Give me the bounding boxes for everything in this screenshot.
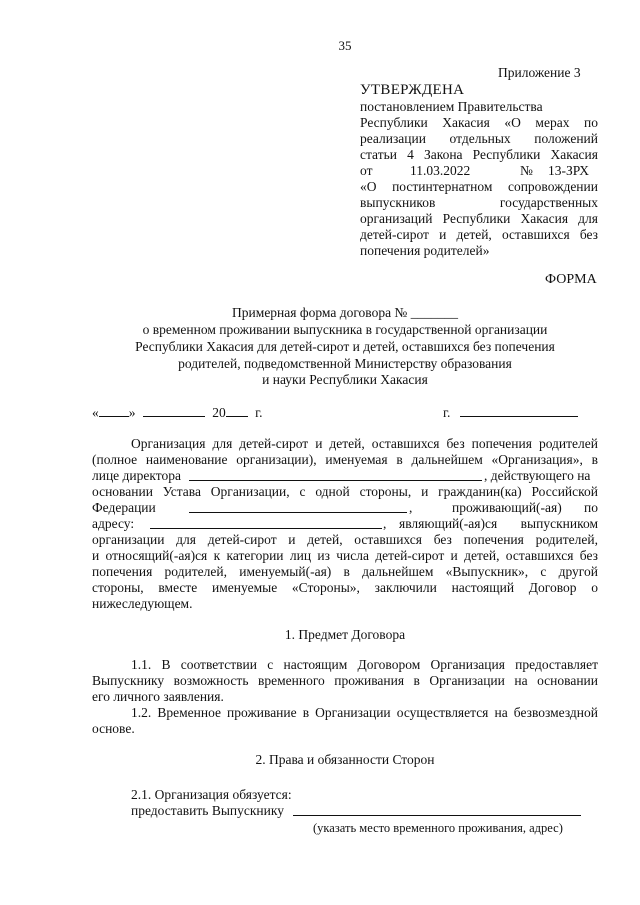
city-prefix: г. (443, 405, 451, 420)
intro-line: организации для детей-сирот и детей, оставшихся без попечения родителей, (92, 532, 598, 547)
year-suffix: г. (255, 405, 263, 420)
by-label: по (584, 500, 598, 515)
intro-line (92, 516, 598, 532)
intro-line: Организация для детей-сирот и детей, оставшихся без попечения родителей (131, 436, 598, 451)
year-blank[interactable] (226, 404, 248, 417)
month-blank[interactable] (143, 404, 205, 417)
heading-line: о временном проживании выпускника в государственной организации (142, 322, 548, 337)
city-line (443, 404, 578, 421)
intro-line: попечения родителей, именуемый(-ая) в дальнейшем «Выпускник», с другой (92, 564, 598, 579)
section-title: 1. Предмет Договора (284, 627, 406, 642)
intro-line (92, 500, 598, 516)
paragraph-line: Выпускнику возможность временного проживания в Организации на основании (92, 673, 598, 688)
address-blank[interactable] (150, 516, 382, 529)
approval-date: 11.03.2022 (410, 163, 471, 178)
approval-title-line: попечения родителей» (360, 243, 490, 258)
form-label: ФОРМА (545, 272, 597, 287)
comma: , (383, 516, 387, 531)
comma: , (409, 500, 413, 515)
section-title: 2. Права и обязанности Сторон (255, 752, 435, 767)
year-prefix: 20 (212, 405, 226, 420)
intro-line (92, 468, 598, 484)
intro-line: стороны, вместе именуемые «Стороны», заключили настоящий Договор о (92, 580, 598, 595)
paragraph-line: 1.2. Временное проживание в Организации осуществляется на безвозмездной (131, 705, 598, 720)
heading-line: родителей, подведомственной Министерству образования (178, 356, 512, 371)
heading-line: Примерная форма договора № _______ (232, 305, 458, 320)
director-blank[interactable] (189, 468, 482, 481)
intro-line: основании Устава Организации, с одной стороны, и гражданин(ка) Российской (92, 484, 598, 499)
paragraph-line: 2.1. Организация обязуется: (131, 787, 292, 802)
close-quote: » (128, 405, 136, 420)
date-prefix: от (360, 163, 373, 178)
paragraph-line: основе. (92, 721, 135, 736)
federation-label: Федерации (92, 500, 156, 515)
being-label: являющий(-ая)ся (399, 516, 498, 531)
approval-date-row (360, 163, 590, 179)
director-label: лице директора (92, 468, 181, 483)
approval-title-line: организаций Республики Хакасия для (360, 211, 598, 226)
approval-title-line: «О постинтернатном сопровождении (360, 179, 598, 194)
paragraph-line: его личного заявления. (92, 689, 224, 704)
address-label: адресу: (92, 516, 135, 531)
approval-title-line: детей-сирот и детей, оставшихся без (360, 227, 598, 242)
approval-number: 13-ЗРХ (548, 163, 590, 178)
provide-label: предоставить Выпускнику (131, 803, 284, 818)
intro-line: нижеследующем. (92, 596, 193, 611)
approval-line: постановлением Правительства (360, 99, 543, 114)
approval-line: Республики Хакасия «О мерах по (360, 115, 598, 130)
approval-line: статьи 4 Закона Республики Хакасия (360, 147, 598, 162)
paragraph-line (131, 803, 284, 819)
appendix-label: Приложение 3 (498, 65, 581, 80)
date-line (92, 404, 263, 421)
heading-line: и науки Республики Хакасия (262, 372, 428, 387)
day-blank[interactable] (99, 404, 129, 417)
open-quote: « (92, 405, 99, 420)
director-suffix: , действующего на (484, 468, 591, 483)
citizen-name-blank[interactable] (189, 500, 407, 513)
city-blank[interactable] (460, 404, 578, 417)
approval-title-line: выпускников государственных (360, 195, 598, 210)
heading-line: Республики Хакасия для детей-сирот и детей, оставшихся без попечения (135, 339, 555, 354)
approval-line: реализации отдельных положений (360, 131, 598, 146)
number-sign: № (520, 163, 533, 178)
intro-line: и относящий(-ая)ся к категории лиц из числа детей-сирот и детей, оставшихся без (92, 548, 598, 563)
paragraph-line: 1.1. В соответствии с настоящим Договором Организация предоставляет (131, 657, 598, 672)
intro-line: (полное наименование организации), именуемая в дальнейшем «Организация», в (92, 452, 598, 467)
residing-label: проживающий(-ая) (452, 500, 562, 515)
page-number: 35 (338, 38, 352, 53)
residence-blank[interactable] (293, 803, 581, 816)
graduate-label: выпускником (520, 516, 598, 531)
residence-hint: (указать место временного проживания, адрес) (313, 821, 563, 835)
approved-label: УТВЕРЖДЕНА (360, 82, 465, 98)
